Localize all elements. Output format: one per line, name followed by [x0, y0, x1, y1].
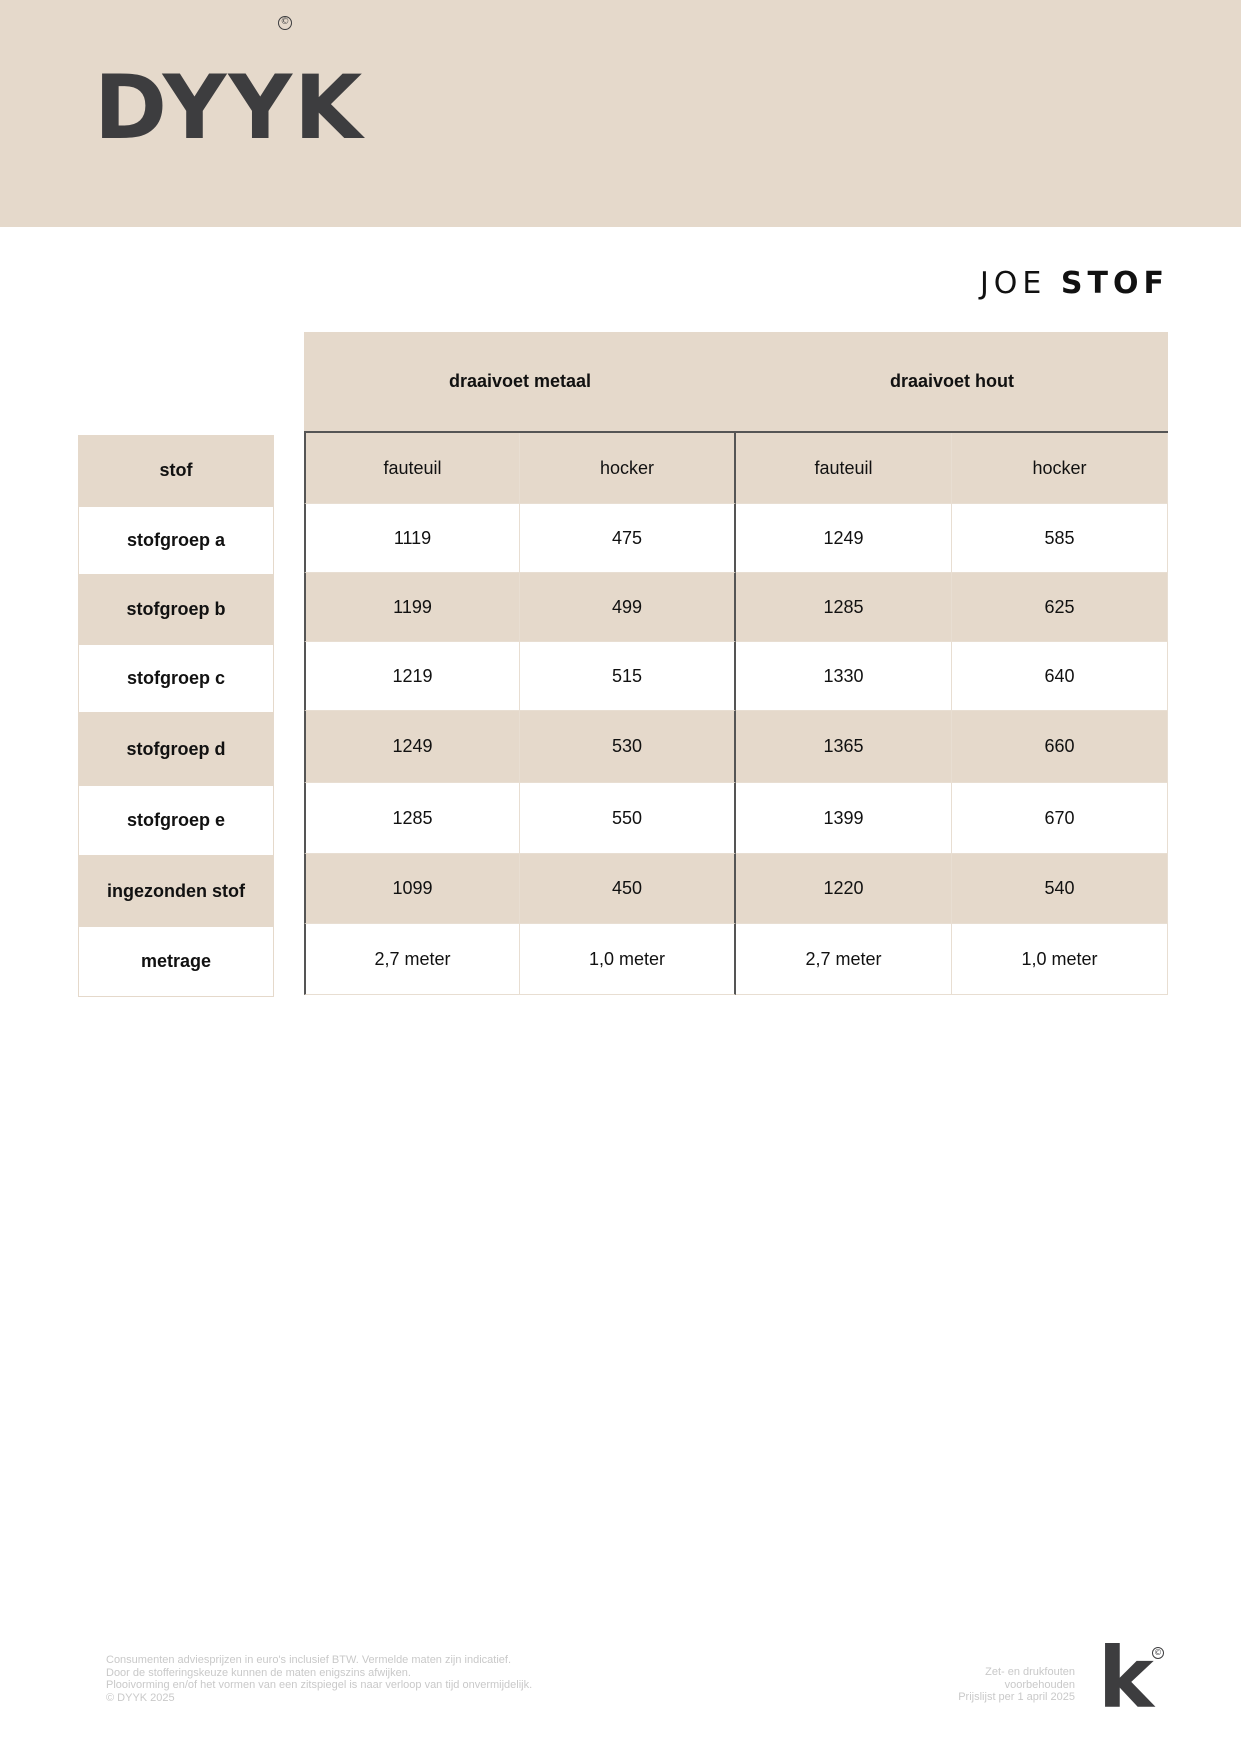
column-header: hocker [952, 433, 1168, 504]
table-cell: 2,7 meter [304, 924, 520, 995]
table-cell: 515 [520, 642, 736, 711]
footer-line: © DYYK 2025 [106, 1691, 175, 1704]
row-label: stofgroep d [78, 713, 274, 785]
table-cell: 1285 [736, 573, 952, 642]
table-cell: 550 [520, 783, 736, 854]
table-cell: 1199 [304, 573, 520, 642]
table-cell: 1219 [304, 642, 520, 711]
table-row [304, 642, 1168, 711]
price-table [304, 332, 1168, 995]
table-cell: 1399 [736, 783, 952, 854]
table-cell: 660 [952, 711, 1168, 783]
row-label-column [78, 435, 274, 997]
dyyk-logo [94, 56, 365, 159]
table-cell: 450 [520, 854, 736, 924]
table-cell: 670 [952, 783, 1168, 854]
table-row [304, 924, 1168, 995]
table-cell: 1249 [304, 711, 520, 783]
table-row [304, 854, 1168, 924]
header-band [0, 0, 1241, 227]
page-title [980, 266, 1169, 301]
row-header-stof: stof [78, 435, 274, 506]
group-header: draaivoet metaal [448, 371, 592, 391]
column-header: fauteuil [304, 433, 520, 504]
row-label: stofgroep e [78, 785, 274, 856]
table-cell: 1330 [736, 642, 952, 711]
table-cell: 1099 [304, 854, 520, 924]
group-header: draaivoet hout [889, 371, 1014, 391]
table-cell: 530 [520, 711, 736, 783]
copyright-icon: © [1154, 1648, 1162, 1657]
table-cell: 1249 [736, 504, 952, 573]
table-cell: 2,7 meter [736, 924, 952, 995]
table-cell: 540 [952, 854, 1168, 924]
table-cell: 1,0 meter [520, 924, 736, 995]
footer-line: Consumenten adviesprijzen in euro's inclusief BTW. Vermelde maten zijn indicatief. [106, 1654, 512, 1666]
table-cell: 1119 [304, 504, 520, 573]
row-label: ingezonden stof [78, 856, 274, 926]
table-cell: 475 [520, 504, 736, 573]
copyright-icon: © [278, 16, 292, 30]
table-cell: 640 [952, 642, 1168, 711]
footer-pricelist-note [958, 1666, 1075, 1704]
footer-line: Prijslijst per 1 april 2025 [958, 1691, 1075, 1703]
column-header-row [304, 433, 1168, 504]
footer-line: Plooivorming en/of het vormen van een zitspiegel is naar verloop van tijd onvermijdelijk. [106, 1679, 533, 1691]
table-row [304, 504, 1168, 573]
row-label: metrage [78, 926, 274, 997]
logo-text: DYYK [94, 56, 365, 159]
table-cell: 1,0 meter [952, 924, 1168, 995]
footer-line: Door de stofferingskeuze kunnen de maten enigszins afwijken. [106, 1666, 411, 1679]
k-logo: k [1098, 1629, 1154, 1727]
group-header-row [304, 332, 1168, 433]
table-row [304, 573, 1168, 642]
table-cell: 625 [952, 573, 1168, 642]
table-cell: 1220 [736, 854, 952, 924]
table-cell: 1365 [736, 711, 952, 783]
table-cell: 1285 [304, 783, 520, 854]
title-bold: STOF [1060, 266, 1169, 301]
footer-disclaimer [106, 1654, 532, 1704]
footer-line: Zet- en drukfouten [985, 1666, 1075, 1678]
footer-line: voorbehouden [1004, 1678, 1075, 1691]
table-row [304, 711, 1168, 783]
table-row [304, 783, 1168, 854]
row-label: stofgroep b [78, 575, 274, 644]
column-header: fauteuil [736, 433, 952, 504]
table-cell: 499 [520, 573, 736, 642]
row-label: stofgroep c [78, 644, 274, 713]
table-cell: 585 [952, 504, 1168, 573]
title-light: JOE [979, 266, 1047, 301]
column-header: hocker [520, 433, 736, 504]
row-label: stofgroep a [78, 506, 274, 575]
